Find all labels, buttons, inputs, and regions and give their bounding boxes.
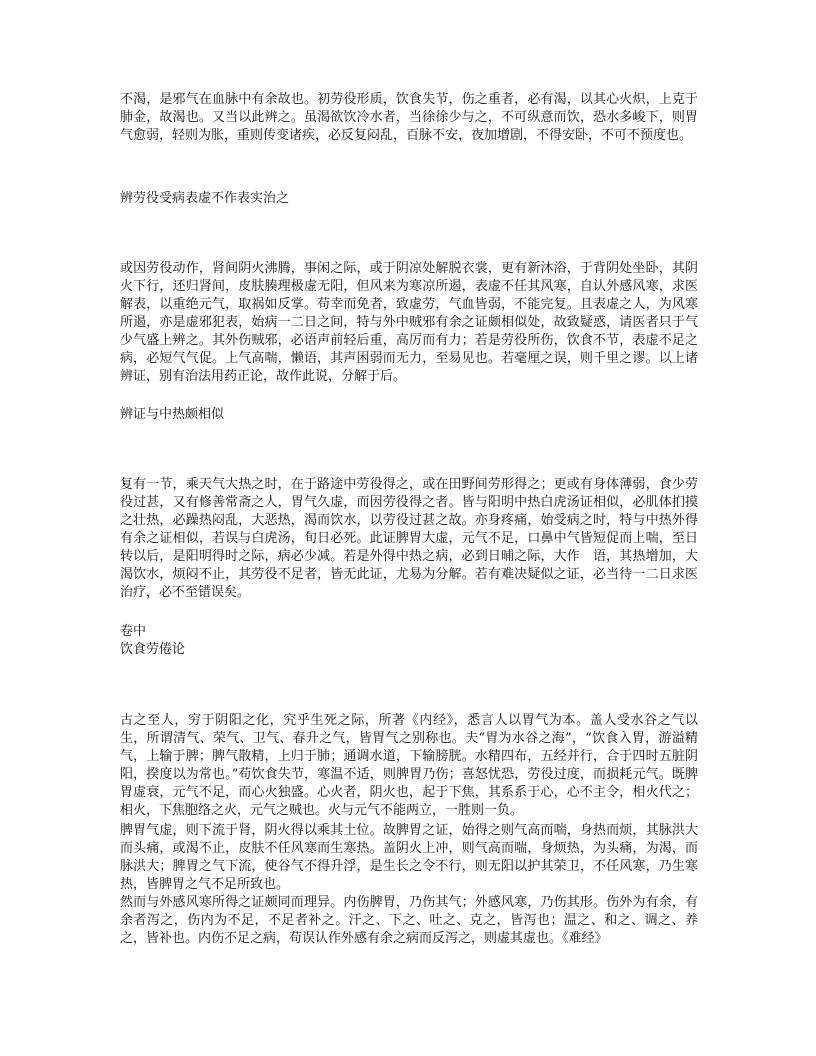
volume-label: 卷中	[120, 624, 147, 639]
paragraph-text: 或因劳役动作，肾间阴火沸腾，事闲之际，或于阴凉处解脱衣裳，更有新沐浴，于背阴处坐卧，其阴火下行，还归肾间，皮肤腠理极虚无阳，但风来为寒凉所遏，表虚不任其风寒，自认外感风寒，求医解表，以重绝元气，取祸如反掌。苟幸而免者，致虚劳，气血皆弱，不能完复。且表虚之人，为风寒所遏，亦是虚邪犯表，始病一二日之间，特与外中贼邪有余之证颇相似处，故致疑惑，请医者只于气少气盛上辨之。其外伤贼邪，必语声前轻后重，高厉而有力；若是劳役所伤，饮食不节，表虚不足之病，必短气气促。上气高喘，懒语，其声困弱而无力，至易见也。若毫厘之误，则千里之谬。以上诸辨证，别有治法用药正论，故作此说，分解于后。	[120, 261, 698, 384]
paragraph-text: 复有一节，乘天气大热之时，在于路途中劳役得之，或在田野间劳形得之；更或有身体薄弱，食少劳役过甚，又有修善常斋之人，胃气久虚，而因劳役得之者。皆与阳明中热白虎汤证相似，必肌体扪摸之壮热，必躁热闷乱，大恶热，渴而饮水，以劳役过甚之故。亦身疼痛，始受病之时，特与中热外得有余之证相似，若误与白虎汤，旬日必死。此证脾胃大虚，元气不足，口鼻中气皆短促而上喘，至日转以后，是阳明得时之际，病必少减。若是外得中热之病，必到日晡之际，大作 语，其热增加，大渴饮水，烦闷不止，其劳役不足者，皆无此证，尤易为分解。若有难决疑似之证，必当待一二日求医治疗，必不至错误矣。	[120, 477, 698, 600]
paragraph-stomach-qi	[120, 712, 698, 820]
section-heading-heatstroke-similarity	[120, 406, 698, 424]
paragraph-text: 然而与外感风寒所得之证颇同而理异。内伤脾胃，乃伤其气；外感风寒，乃伤其形。伤外为有余，有余者泻之，伤内为不足，不足者补之。汗之、下之、吐之、克之，皆泻也；温之、和之、调之、养之，皆补也。内伤不足之病，苟误认作外感有余之病而反泻之，则虚其虚也。《难经》	[120, 895, 698, 946]
paragraph-spleen-stomach-deficiency	[120, 822, 698, 894]
paragraph-text: 古之至人，穷于阴阳之化，究乎生死之际，所著《内经》，悉言人以胃气为本。盖人受水谷之气以生，所谓清气、荣气、卫气、春升之气，皆胃气之别称也。夫“胃为水谷之海”，“饮食入胃，游溢精气，上输于脾；脾气散精，上归于肺；通调水道，下输膀胱。水精四布，五经并行，合于四时五脏阴阳，揆度以为常也。”苟饮食失节，寒温不适，则脾胃乃伤；喜怒忧恐，劳役过度，而损耗元气。既脾胃虚衰，元气不足，而心火独盛。心火者，阴火也，起于下焦，其系系于心，心不主令，相火代之；相火，下焦胞络之火，元气之贼也。火与元气不能两立，一胜则一负。	[120, 713, 698, 818]
paragraph-text: 脾胃气虚，则下流于肾，阴火得以乘其土位。故脾胃之证，始得之则气高而喘，身热而烦，其脉洪大而头痛，或渴不止，皮肤不任风寒而生寒热。盖阴火上冲，则气高而喘，身烦热，为头痛，为渴，而脉洪大；脾胃之气下流，使谷气不得升浮，是生长之令不行，则无阳以护其荣卫，不任风寒，乃生寒热，皆脾胃之气不足所致也。	[120, 823, 698, 892]
section-heading-exterior-deficiency	[120, 190, 698, 208]
paragraph-summer-heat	[120, 476, 698, 602]
heading-text: 辨证与中热颇相似	[120, 407, 225, 422]
paragraph-thirst	[120, 91, 698, 145]
paragraph-labor-yin-fire	[120, 260, 698, 386]
paragraph-internal-external	[120, 894, 698, 948]
paragraph-text: 不渴，是邪气在血脉中有余故也。初劳役形质，饮食失节，伤之重者，必有渴，以其心火炽，上克于肺金，故渴也。又当以此辨之。虽渴欲饮冷水者，当徐徐少与之，不可纵意而饮，恐水多峻下，则胃气愈弱，轻则为胀，重则传变诸疾，必反复闷乱，百脉不安，夜加增剧，不得安卧，不可不预度也。	[120, 92, 698, 143]
volume-heading	[120, 623, 698, 659]
chapter-title: 饮食劳倦论	[120, 642, 186, 657]
heading-text: 辨劳役受病表虚不作表实治之	[120, 191, 290, 206]
